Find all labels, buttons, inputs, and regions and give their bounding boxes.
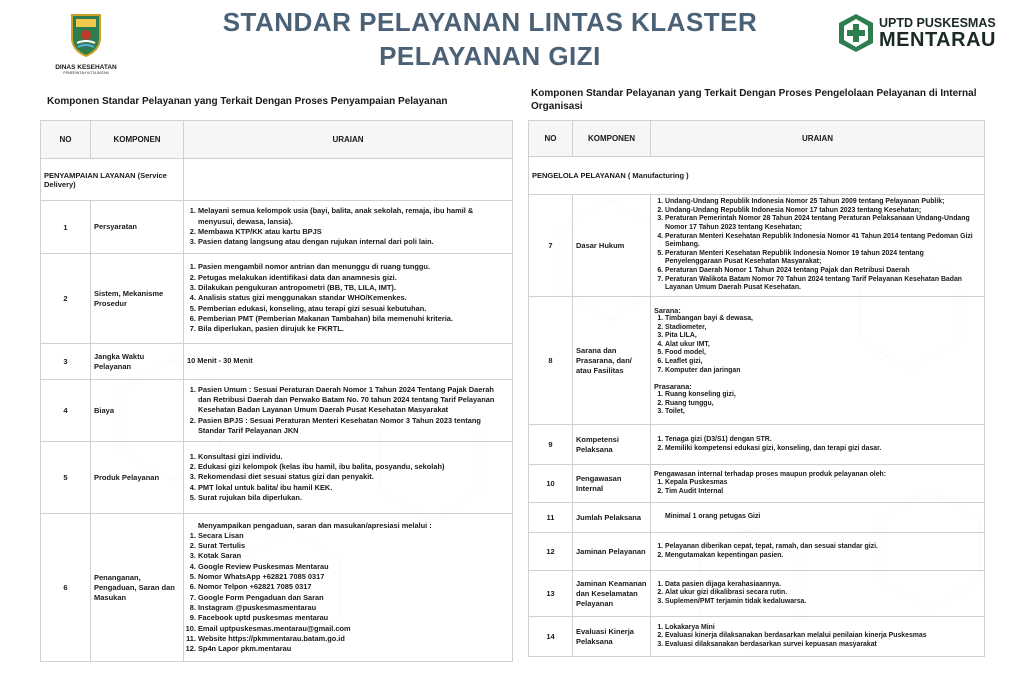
list-item: 11. Website https://pkmmentarau.batam.go.id xyxy=(198,634,509,644)
left-standard-table xyxy=(40,120,513,662)
header-uraian: URAIAN xyxy=(651,121,985,157)
list-item: 10. Email uptpuskesmas.mentarau@gmail.com xyxy=(198,624,509,634)
left-section-title: Komponen Standar Pelayanan yang Terkait Dengan Proses Penyampaian Pelayanan xyxy=(47,96,448,107)
row-no: 13 xyxy=(529,571,573,617)
puskesmas-hex-icon xyxy=(836,12,876,54)
row-uraian xyxy=(651,425,985,465)
row-uraian xyxy=(651,571,985,617)
table-row xyxy=(529,465,985,503)
title-line-2: PELAYANAN GIZI xyxy=(379,41,601,71)
right-standard-table xyxy=(528,120,985,657)
list-item: 2. Memiliki kompetensi edukasi gizi, konseling, dan terapi gizi dasar. xyxy=(665,445,981,454)
prasarana-label: Prasarana: xyxy=(654,382,692,392)
row-no: 5 xyxy=(41,442,91,514)
table-row xyxy=(41,442,513,514)
list-item: 6. Leaflet gizi, xyxy=(665,358,981,367)
row-no: 9 xyxy=(529,425,573,465)
list-item: 1. Undang-Undang Republik Indonesia Nomor 25 Tahun 2009 tentang Pelayanan Publik; xyxy=(665,198,981,207)
row-no: 7 xyxy=(529,195,573,297)
list-item: 2. Ruang tunggu, xyxy=(665,400,981,409)
batam-crest-icon xyxy=(69,12,103,58)
right-section-title: Komponen Standar Pelayanan yang Terkait Dengan Proses Pengelolaan Pelayanan di Internal Organisasi xyxy=(531,88,977,112)
group-label: PENYAMPAIAN LAYANAN (Service Delivery) xyxy=(41,159,184,201)
list-item: 1. Timbangan bayi & dewasa, xyxy=(665,315,981,324)
list-item: 1. Data pasien dijaga kerahasiaannya. xyxy=(665,581,981,590)
list-item: 3. Peraturan Pemerintah Nomor 28 Tahun 2024 tentang Peraturan Pelaksanaan Undang-Undang Nomor 17 Tahun 2023 tentang Kesehatan; xyxy=(665,215,981,232)
row-uraian xyxy=(184,514,513,662)
list-item: 7. Peraturan Walikota Batam Nomor 70 Tahun 2024 tentang Tarif Pelayanan Kesehatan Badan Layanan Umum Daerah Pusat Kesehatan. xyxy=(665,276,981,293)
row-komponen: Evaluasi Kinerja Pelaksana xyxy=(573,617,651,657)
right-logo-line-1: UPTD PUSKESMAS xyxy=(879,16,996,30)
list-item: 1. Lokakarya Mini xyxy=(665,624,981,633)
row-komponen: Sistem, Mekanisme Prosedur xyxy=(91,254,184,344)
row-komponen: Jumlah Pelaksana xyxy=(573,503,651,533)
row-komponen: Persyaratan xyxy=(91,201,184,254)
row-no: 10 xyxy=(529,465,573,503)
header-no: NO xyxy=(41,121,91,159)
row-komponen: Jaminan Pelayanan xyxy=(573,533,651,571)
puskesmas-logo xyxy=(836,12,996,56)
list-item: 5. Peraturan Menteri Kesehatan Republik Indonesia Nomor 19 tahun 2024 tentang Penyelenggaraan Pusat Kesehatan Masyarakat; xyxy=(665,250,981,267)
list-item: 2. Mengutamakan kepentingan pasien. xyxy=(665,552,981,561)
row-uraian xyxy=(184,442,513,514)
list-item: 2. Pasien BPJS : Sesuai Peraturan Menteri Kesehatan Nomor 3 Tahun 2023 tentang Standar Tarif Pelayanan JKN xyxy=(198,416,509,437)
list-item: 3. Rekomendasi diet sesuai status gizi dan penyakit. xyxy=(198,472,509,482)
list-item: 1. Pasien Umum : Sesuai Peraturan Daerah Nomor 1 Tahun 2024 Tentang Pajak Daerah dan Retribusi Daerah dan Perwako Batam No. 70 tahun 2024 tentang Tarif Pelayanan Kesehatan Badan Layanan Umum Daerah Pusat Kesehatan Masyarakat xyxy=(198,385,509,416)
list-item: 2. Stadiometer, xyxy=(665,324,981,333)
list-item: 12. Sp4n Lapor pkm.mentarau xyxy=(198,644,509,654)
left-logo-subcaption: PEMERINTAH KOTA BATAM xyxy=(63,71,109,75)
table-row xyxy=(529,503,985,533)
group-empty-cell xyxy=(184,159,513,201)
list-item: 1. Ruang konseling gizi, xyxy=(665,391,981,400)
row-no: 12 xyxy=(529,533,573,571)
row-uraian xyxy=(651,465,985,503)
list-item: 4. Peraturan Menteri Kesehatan Republik Indonesia Nomor 41 Tahun 2014 tentang Pedoman Gizi Seimbang. xyxy=(665,233,981,250)
list-item: 7. Bila diperlukan, pasien dirujuk ke FKRTL. xyxy=(198,324,509,334)
list-item: 4. Google Review Puskesmas Mentarau xyxy=(198,562,509,572)
list-item: 3. Pita LILA, xyxy=(665,332,981,341)
list-item: 1. Pasien mengambil nomor antrian dan menunggu di ruang tunggu. xyxy=(198,262,509,272)
list-item: 3. Suplemen/PMT terjamin tidak kedaluwarsa. xyxy=(665,598,981,607)
list-item: 1. Melayani semua kelompok usia (bayi, balita, anak sekolah, remaja, ibu hamil & menyusui, dewasa, lansia). xyxy=(198,206,509,227)
list-item: 2. Membawa KTP/KK atau kartu BPJS xyxy=(198,227,509,237)
list-item: 2. Undang-Undang Republik Indonesia Nomor 17 tahun 2023 tentang Kesehatan; xyxy=(665,207,981,216)
list-item: 1. Konsultasi gizi individu. xyxy=(198,452,509,462)
list-item: 4. PMT lokal untuk balita/ ibu hamil KEK. xyxy=(198,483,509,493)
list-item: 7. Komputer dan jaringan xyxy=(665,367,981,376)
list-item: 2. Evaluasi kinerja dilaksanakan berdasarkan melalui penilaian kinerja Puskesmas xyxy=(665,632,981,641)
row-komponen: Sarana dan Prasarana, dan/ atau Fasilitas xyxy=(573,297,651,425)
list-item: 2. Petugas melakukan identifikasi data dan anamnesis gizi. xyxy=(198,273,509,283)
row-komponen: Biaya xyxy=(91,380,184,442)
row-uraian xyxy=(651,533,985,571)
list-item: 5. Surat rujukan bila diperlukan. xyxy=(198,493,509,503)
table-row xyxy=(529,571,985,617)
uraian-text: Minimal 1 orang petugas Gizi xyxy=(665,513,761,521)
row-no: 2 xyxy=(41,254,91,344)
table-row xyxy=(529,425,985,465)
table-row xyxy=(41,380,513,442)
list-item: 6. Pemberian PMT (Pemberian Makanan Tambahan) bila memenuhi kriteria. xyxy=(198,314,509,324)
row-no: 8 xyxy=(529,297,573,425)
right-logo-line-2: MENTARAU xyxy=(879,29,996,51)
list-item: 5. Food model, xyxy=(665,349,981,358)
list-item: 2. Tim Audit Internal xyxy=(665,488,981,497)
uraian-text: 10 Menit - 30 Menit xyxy=(187,356,253,366)
row-komponen: Produk Pelayanan xyxy=(91,442,184,514)
list-item: 5. Pemberian edukasi, konseling, atau terapi gizi sesuai kebutuhan. xyxy=(198,304,509,314)
list-item: 2. Edukasi gizi kelompok (kelas ibu hamil, ibu balita, posyandu, sekolah) xyxy=(198,462,509,472)
row-komponen: Jaminan Keamanan dan Keselamatan Pelayanan xyxy=(573,571,651,617)
row-no: 4 xyxy=(41,380,91,442)
list-item: 1. Secara Lisan xyxy=(198,531,509,541)
row-uraian xyxy=(651,503,985,533)
row-uraian xyxy=(184,380,513,442)
list-item: 3. Toilet, xyxy=(665,408,981,417)
list-item: 2. Alat ukur gizi dikalibrasi secara rutin. xyxy=(665,589,981,598)
header-komponen: KOMPONEN xyxy=(573,121,651,157)
table-row xyxy=(41,254,513,344)
row-uraian xyxy=(184,344,513,380)
list-item: 7. Google Form Pengaduan dan Saran xyxy=(198,593,509,603)
list-item: 1. Tenaga gizi (D3/S1) dengan STR. xyxy=(665,436,981,445)
row-komponen: Dasar Hukum xyxy=(573,195,651,297)
left-logo-caption: DINAS KESEHATAN xyxy=(55,64,117,71)
header-komponen: KOMPONEN xyxy=(91,121,184,159)
list-item: 5. Nomor WhatsApp +62821 7085 0317 xyxy=(198,572,509,582)
row-no: 6 xyxy=(41,514,91,662)
table-row xyxy=(529,297,985,425)
list-item: 2. Surat Tertulis xyxy=(198,541,509,551)
list-item: 4. Alat ukur IMT, xyxy=(665,341,981,350)
row-uraian xyxy=(651,617,985,657)
sarana-label: Sarana: xyxy=(654,306,681,316)
uraian-intro: Pengawasan internal terhadap proses maupun produk pelayanan oleh: xyxy=(654,470,887,478)
table-row xyxy=(41,201,513,254)
group-label: PENGELOLA PELAYANAN ( Manufacturing ) xyxy=(529,157,985,195)
title-line-1: STANDAR PELAYANAN LINTAS KLASTER xyxy=(222,7,758,37)
row-uraian xyxy=(651,297,985,425)
list-item: 8. Instagram @puskesmasmentarau xyxy=(198,603,509,613)
row-uraian xyxy=(651,195,985,297)
list-item: 3. Evaluasi dilaksanakan berdasarkan survei kepuasan masyarakat xyxy=(665,641,981,650)
page-title xyxy=(180,5,800,73)
list-item: 6. Peraturan Daerah Nomor 1 Tahun 2024 tentang Pajak dan Retribusi Daerah xyxy=(665,267,981,276)
list-item: 1. Kepala Puskesmas xyxy=(665,479,981,488)
row-no: 11 xyxy=(529,503,573,533)
row-no: 1 xyxy=(41,201,91,254)
row-no: 3 xyxy=(41,344,91,380)
row-komponen: Pengawasan Internal xyxy=(573,465,651,503)
table-row xyxy=(41,344,513,380)
row-uraian xyxy=(184,201,513,254)
row-komponen: Kompetensi Pelaksana xyxy=(573,425,651,465)
table-row xyxy=(529,533,985,571)
row-no: 14 xyxy=(529,617,573,657)
row-uraian xyxy=(184,254,513,344)
table-row xyxy=(41,514,513,662)
row-komponen: Jangka Waktu Pelayanan xyxy=(91,344,184,380)
list-item: 1. Pelayanan diberikan cepat, tepat, ramah, dan sesuai standar gizi. xyxy=(665,543,981,552)
header-no: NO xyxy=(529,121,573,157)
list-item: 9. Facebook uptd puskesmas mentarau xyxy=(198,613,509,623)
list-item: 4. Analisis status gizi menggunakan standar WHO/Kemenkes. xyxy=(198,293,509,303)
dinas-kesehatan-logo xyxy=(55,12,117,75)
row-komponen: Penanganan, Pengaduan, Saran dan Masukan xyxy=(91,514,184,662)
header-uraian: URAIAN xyxy=(184,121,513,159)
table-row xyxy=(529,195,985,297)
table-row xyxy=(529,617,985,657)
list-item: 3. Dilakukan pengukuran antropometri (BB, TB, LILA, IMT). xyxy=(198,283,509,293)
list-item: 3. Pasien datang langsung atau dengan rujukan internal dari poli lain. xyxy=(198,237,509,247)
list-item: 3. Kotak Saran xyxy=(198,551,509,561)
list-item: 6. Nomor Telpon +62821 7085 0317 xyxy=(198,582,509,592)
uraian-intro: Menyampaikan pengaduan, saran dan masukan/apresiasi melalui : xyxy=(198,520,432,530)
